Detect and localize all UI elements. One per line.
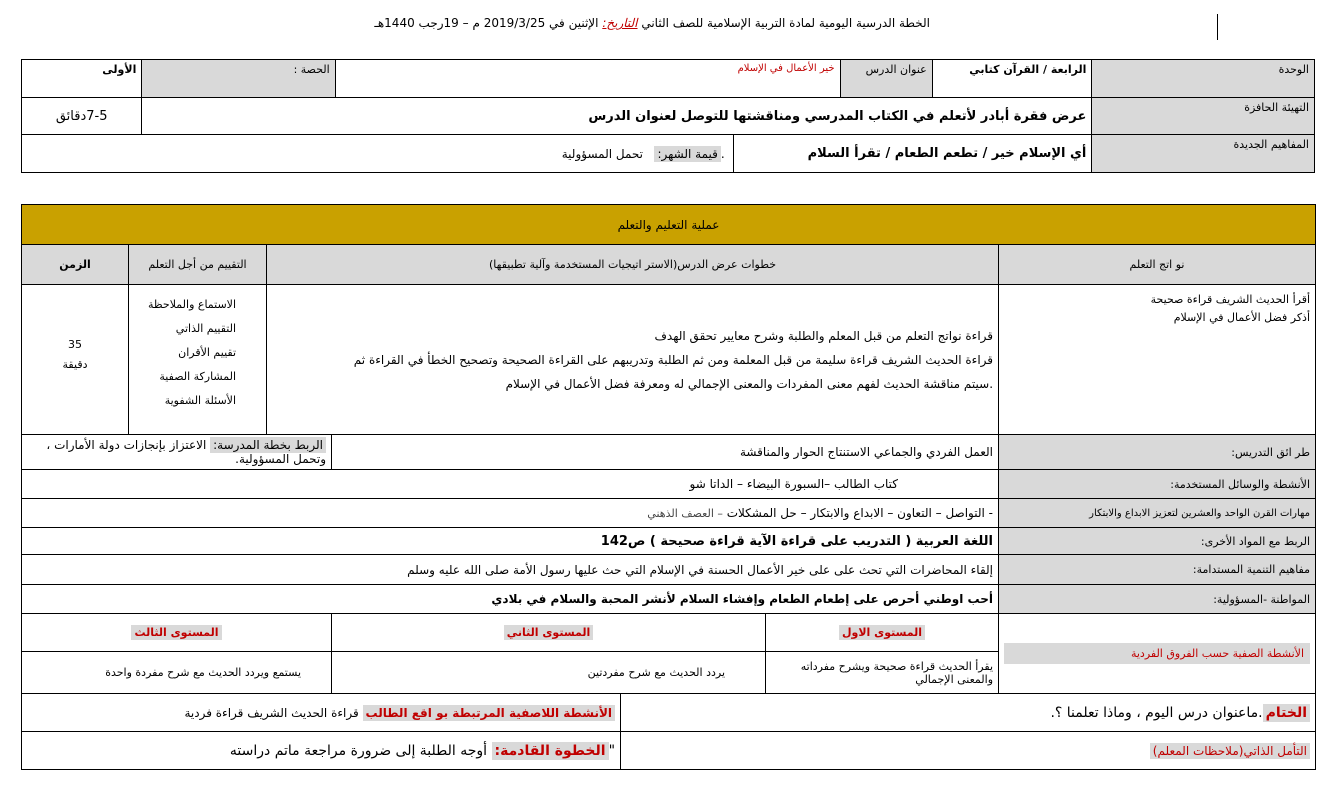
assess-item: المشاركة الصفية: [159, 370, 237, 383]
assess-cell: [129, 285, 267, 435]
warmup-value: عرض فقرة أبادر لأتعلم في الكتاب المدرسي ومناقشتها للتوصل لعنوان الدرس: [142, 98, 1092, 135]
citizen-value: أحب اوطني أحرص على إطعام الطعام وإفشاء السلام لأنشر المحبة والسلام في بلادي: [22, 585, 999, 614]
assess-item: تقييم الأقران: [178, 346, 237, 359]
level3-text: يستمع ويردد الحديث مع شرح مفردة واحدة: [22, 652, 332, 694]
time-unit: دقيقة: [62, 358, 88, 371]
activities-value: كتاب الطالب –السبورة البيضاء – الداتا شو: [22, 470, 999, 499]
methods-label: طر ائق التدريس:: [999, 435, 1316, 470]
extra-activities-cell: [22, 694, 621, 732]
skills-cell: [22, 499, 999, 528]
col-outcomes-header: نو اتج التعلم: [999, 245, 1316, 285]
lesson-title-label: عنوان الدرس: [840, 60, 932, 98]
closing-value: .ماعنوان درس اليوم ، وماذا تعلمنا ؟.: [1050, 704, 1263, 721]
steps-cell: [267, 285, 999, 435]
month-value: تحمل المسؤولية: [561, 146, 644, 161]
subjects-value: اللغة العربية ( التدريب على قراءة الآية قراءة صحيحة ) ص142: [22, 528, 999, 555]
col-assess-header: التقييم من أجل التعلم: [129, 245, 267, 285]
concepts-value: أي الإسلام خير / تطعم الطعام / تقرأ السلام: [733, 135, 1092, 173]
methods-value: العمل الفردي والجماعي الاستنتاج الحوار والمناقشة: [332, 435, 999, 470]
step-item: قراءة نواتج التعلم من قبل المعلم والطلبة وشرح معايير تحقق الهدف: [654, 328, 994, 343]
process-title: عملية التعليم والتعلم: [22, 205, 1316, 245]
next-step-value: أوجه الطلبة إلى ضرورة مراجعة ماتم دراسته: [229, 742, 488, 759]
col-time-header: الزمن: [22, 245, 129, 285]
closing-cell: [621, 694, 1316, 732]
school-link-value: الاعتزاز بإنجازات دولة الأمارات ، وتحمل المسؤولية.: [46, 438, 327, 466]
closing-label: الختام: [1263, 704, 1310, 722]
level1-title: المستوى الاول: [839, 625, 925, 640]
step-item: قراءة الحديث الشريف قراءة سليمة من قبل المعلمة ومن ثم الطلبة وتدريبهم على القراءة الصحيحة وتصحيح الخطأ في القراءة ثم: [353, 352, 994, 367]
reflection-label: التأمل الذاتي(ملاحظات المعلم): [1150, 743, 1310, 759]
warmup-label: التهيئة الحافزة: [1092, 98, 1315, 135]
level3-title: المستوى الثالث: [131, 625, 221, 640]
unit-label: الوحدة: [1092, 60, 1315, 98]
period-value: الأولى: [22, 60, 142, 98]
date-value: الإثنين في 2019/3/25 م – 19رجب 1440هـ: [374, 16, 599, 30]
month-value-cell: [22, 135, 734, 173]
outcomes-cell: [999, 285, 1316, 435]
period-label: الحصة :: [142, 60, 335, 98]
month-value-label: قيمة الشهر:: [654, 146, 720, 162]
level2-title: المستوى الثاني: [504, 625, 594, 640]
next-step-quote: ": [608, 742, 616, 759]
outcome-item: أقرأ الحديث الشريف قراءة صحيحة: [1150, 293, 1311, 306]
skills-extra: – العصف الذهني: [647, 507, 723, 520]
extra-activities-label: الأنشطة اللاصفية المرتبطة بو اقع الطالب: [363, 705, 615, 721]
level2-header: [332, 614, 766, 652]
time-cell: [22, 285, 129, 435]
lesson-info-table: [21, 59, 1315, 173]
school-link-label: الربط بخطة المدرسة:: [210, 437, 326, 453]
skills-label: مهارات القرن الواحد والعشرين لتعزيز الابداع والابتكار: [999, 499, 1316, 528]
level3-header: [22, 614, 332, 652]
concepts-label: المفاهيم الجديدة: [1092, 135, 1315, 173]
assess-item: التقييم الذاتي: [175, 322, 237, 335]
time-value: 35: [68, 338, 82, 351]
date-label: التاريخ:: [602, 16, 638, 30]
process-table: [21, 204, 1316, 770]
assess-item: الأسئلة الشفوية: [164, 394, 237, 407]
assess-item: الاستماع والملاحظة: [148, 298, 237, 311]
outcome-item: أذكر فضل الأعمال في الإسلام: [1173, 311, 1311, 324]
levels-label: الأنشطة الصفية حسب الفروق الفردية: [1004, 643, 1310, 664]
extra-activities-value: قراءة الحديث الشريف قراءة فردية: [184, 705, 359, 720]
sustain-label: مفاهيم التنمية المستدامة:: [999, 555, 1316, 585]
next-step-cell: [22, 732, 621, 770]
plan-title: الخطة الدرسية اليومية لمادة التربية الإسلامية للصف الثاني: [641, 16, 930, 30]
subjects-label: الربط مع المواد الأخرى:: [999, 528, 1316, 555]
col-steps-header: خطوات عرض الدرس(الاستر اتيجيات المستخدمة وآلية تطبيقها): [267, 245, 999, 285]
level2-text: يردد الحديث مع شرح مفردتين: [332, 652, 766, 694]
month-value-prefix: .: [720, 146, 725, 161]
citizen-label: المواطنة -المسؤولية:: [999, 585, 1316, 614]
sustain-value: إلقاء المحاضرات التي تحث على على خير الأعمال الحسنة في الإسلام التي حث عليها رسول الأمة صلى الله عليه وسلم: [22, 555, 999, 585]
warmup-time: 7-5دقائق: [22, 98, 142, 135]
level1-header: [766, 614, 999, 652]
school-link-cell: [22, 435, 332, 470]
activities-label: الأنشطة والوسائل المستخدمة:: [999, 470, 1316, 499]
level1-text: يقرأ الحديث قراءة صحيحة ويشرح مفرداته والمعنى الإجمالي: [766, 652, 999, 694]
lesson-title-value: خير الأعمال في الإسلام: [335, 60, 840, 98]
unit-value: الرابعة / القرآن كتابي: [932, 60, 1092, 98]
step-item: .سيتم مناقشة الحديث لفهم معنى المفردات والمعنى الإجمالي له ومعرفة فضل الأعمال في الإسلام: [505, 376, 994, 391]
page-header: [280, 16, 930, 30]
levels-label-cell: [999, 614, 1316, 694]
reflection-cell: [621, 732, 1316, 770]
skills-value: - التواصل – التعاون – الابداع والابتكار – حل المشكلات: [726, 506, 994, 520]
text-cursor: [1217, 14, 1218, 40]
next-step-label: الخطوة القادمة:: [492, 742, 609, 760]
